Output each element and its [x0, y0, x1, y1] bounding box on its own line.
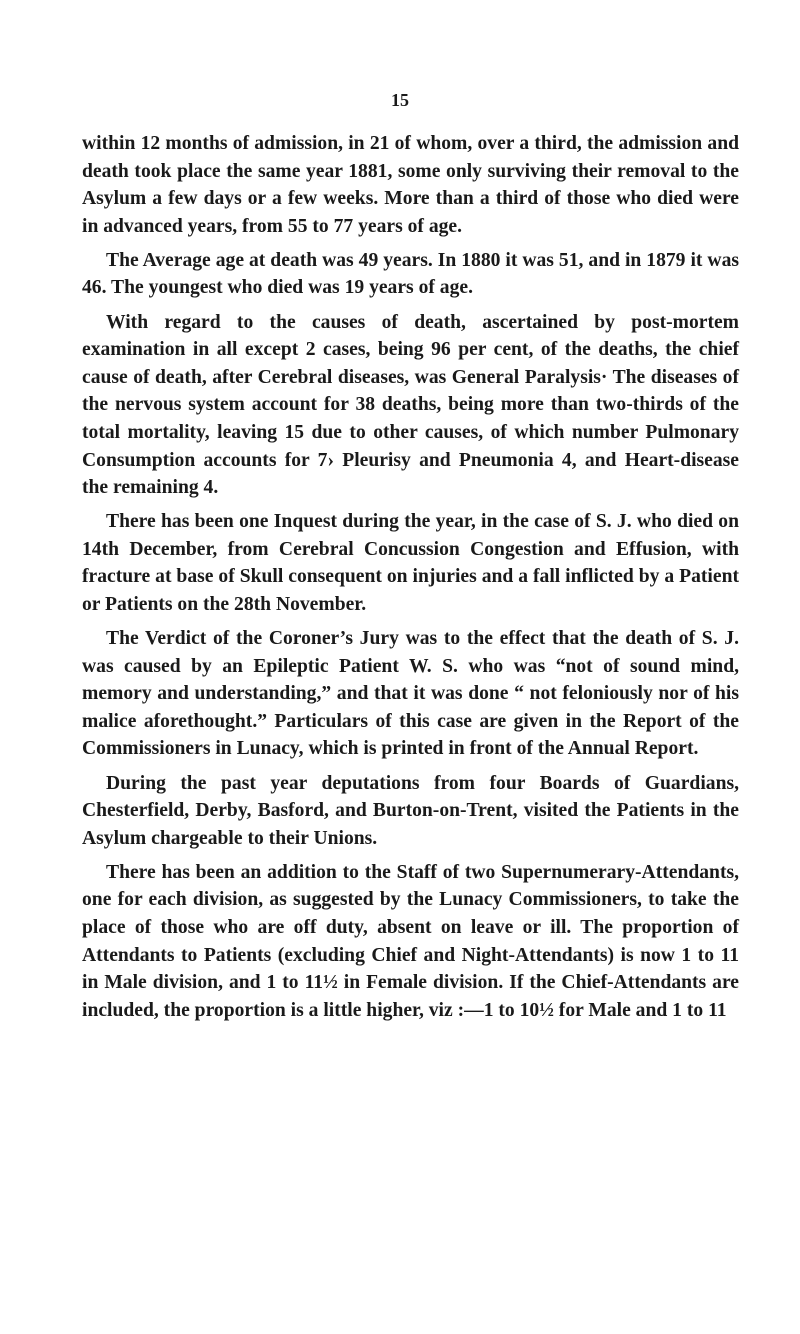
paragraph-mortality-admission: within 12 months of admission, in 21 of whom, over a third, the admission and death took place the same year 1881, some only surviving their removal to the Asylum a few days or a few weeks. More than a third of those who died were in advanced years, from 55 to 77 years of age. [82, 133, 739, 237]
body-text [82, 130, 739, 1031]
paragraph-average-age: The Average age at death was 49 years. In 1880 it was 51, and in 1879 it was 46. The youngest who died was 19 years of age. [82, 249, 739, 299]
paragraph-staff-attendants: There has been an addition to the Staff of two Supernumerary-Attendants, one for each division, as suggested by the Lunacy Commissioners, to take the place of those who are off duty, absent on leave or ill. The proportion of Attendants to Patients (excluding Chief and Night-Attendants) is now 1 to 11 in Male division, and 1 to 11½ in Female division. If the Chief-Attendants are included, the proportion is a little higher, viz :—1 to 10½ for Male and 1 to 11 [82, 861, 739, 1021]
paragraph-deputations: During the past year deputations from four Boards of Guardians, Chesterfield, Derby, Basford, and Burton-on-Trent, visited the Patients in the Asylum chargeable to their Unions. [82, 772, 739, 849]
page-number: 15 [391, 90, 409, 110]
paragraph-inquest: There has been one Inquest during the year, in the case of S. J. who died on 14th December, from Cerebral Concussion Congestion and Effusion, with fracture at base of Skull consequent on injuries and a fall inflicted by a Patient or Patients on the 28th November. [82, 511, 739, 615]
paragraph-causes-of-death: With regard to the causes of death, ascertained by post-mortem examination in all except 2 cases, being 96 per cent, of the deaths, the chief cause of death, after Cerebral diseases, was General Paralysis· The diseases of the nervous system account for 38 deaths, being more than two-thirds of the total mortality, leaving 15 due to other causes, of which number Pulmonary Consumption accounts for 7› Pleurisy and Pneumonia 4, and Heart-disease the remaining 4. [82, 311, 739, 499]
paragraph-verdict: The Verdict of the Coroner’s Jury was to the effect that the death of S. J. was caused by an Epileptic Patient W. S. who was “not of sound mind, memory and understanding,” and that it was done “ not feloniously nor of his malice aforethought.” Particulars of this case are given in the Report of the Commissioners in Lunacy, which is printed in front of the Annual Report. [82, 628, 739, 760]
